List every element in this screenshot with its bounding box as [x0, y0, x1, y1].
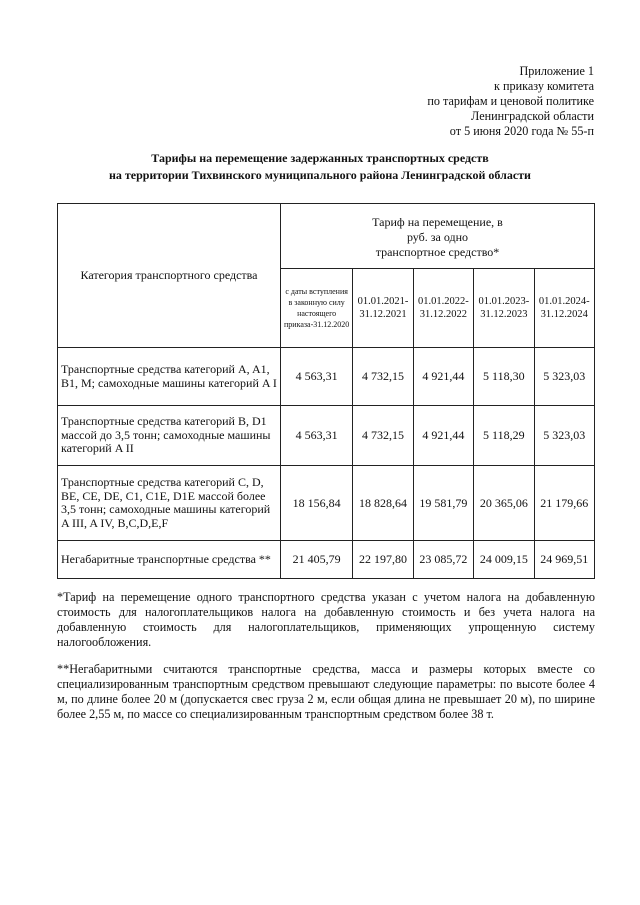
tariff-table	[57, 203, 595, 579]
period-header: 01.01.2021-31.12.2021	[353, 269, 413, 348]
appendix-line: по тарифам и ценовой политике	[427, 94, 594, 108]
tariff-cell: 20 365,06	[474, 466, 534, 541]
period-header: 01.01.2023-31.12.2023	[474, 269, 534, 348]
tariff-cell: 24 009,15	[474, 541, 534, 579]
period-header: 01.01.2022-31.12.2022	[413, 269, 473, 348]
footnote-vat: *Тариф на перемещение одного транспортного средства указан с учетом налога на добавленную стоимость для налогоплательщиков налога на добавленную стоимость и без учета налога на добавленную стоимость для налогоплательщиков, применяющих упрощенную систему налогообложения.	[57, 590, 595, 649]
appendix-line: от 5 июня 2020 года № 55-п	[449, 124, 594, 138]
category-header: Категория транспортного средства	[58, 204, 281, 348]
table-row	[58, 348, 595, 406]
appendix-line: к приказу комитета	[494, 79, 594, 93]
tariff-cell: 21 179,66	[534, 466, 594, 541]
appendix-line: Приложение 1	[519, 64, 594, 78]
table-row	[58, 406, 595, 466]
tariff-cell: 4 732,15	[353, 348, 413, 406]
period-header: с даты вступления в законную силу настоящего приказа-31.12.2020	[281, 269, 353, 348]
tariff-cell: 5 323,03	[534, 406, 594, 466]
tariff-cell: 4 732,15	[353, 406, 413, 466]
tariff-cell: 19 581,79	[413, 466, 473, 541]
tariff-cell: 5 323,03	[534, 348, 594, 406]
tariff-header: Тариф на перемещение, в руб. за одно транспортное средство*	[281, 204, 595, 269]
table-row	[58, 541, 595, 579]
table-row	[58, 466, 595, 541]
category-cell: Транспортные средства категорий A, A1, B1, M; самоходные машины категорий A I	[58, 348, 281, 406]
tariff-cell: 4 563,31	[281, 348, 353, 406]
document-title	[0, 150, 640, 184]
tariff-cell: 18 828,64	[353, 466, 413, 541]
category-cell: Транспортные средства категорий C, D, BE, CE, DE, C1, C1E, D1E массой более 3,5 тонн; самоходные машины категорий A III, A IV, B,C,D,E,F	[58, 466, 281, 541]
tariff-cell: 5 118,30	[474, 348, 534, 406]
tariff-cell: 21 405,79	[281, 541, 353, 579]
tariff-cell: 4 921,44	[413, 348, 473, 406]
tariff-cell: 23 085,72	[413, 541, 473, 579]
appendix-block	[427, 64, 594, 139]
tariff-cell: 4 563,31	[281, 406, 353, 466]
category-cell: Негабаритные транспортные средства **	[58, 541, 281, 579]
title-line: Тарифы на перемещение задержанных транспортных средств	[151, 151, 489, 165]
tariff-cell: 24 969,51	[534, 541, 594, 579]
category-cell: Транспортные средства категорий B, D1 массой до 3,5 тонн; самоходные машины категорий A II	[58, 406, 281, 466]
period-header: 01.01.2024-31.12.2024	[534, 269, 594, 348]
appendix-line: Ленинградской области	[471, 109, 594, 123]
tariff-cell: 4 921,44	[413, 406, 473, 466]
tariff-cell: 18 156,84	[281, 466, 353, 541]
footnote-oversized: **Негабаритными считаются транспортные средства, масса и размеры которых вместе со специализированным транспортным средством превышают следующие параметры: по высоте более 4 м, по длине более 20 м (допускается свес груза 2 м, если общая длина не превышает 20 м), по ширине более 2,55 м, по массе со специализированным транспортным средством более 38 т.	[57, 662, 595, 721]
tariff-cell: 22 197,80	[353, 541, 413, 579]
tariff-cell: 5 118,29	[474, 406, 534, 466]
title-line: на территории Тихвинского муниципального района Ленинградской области	[109, 168, 531, 182]
